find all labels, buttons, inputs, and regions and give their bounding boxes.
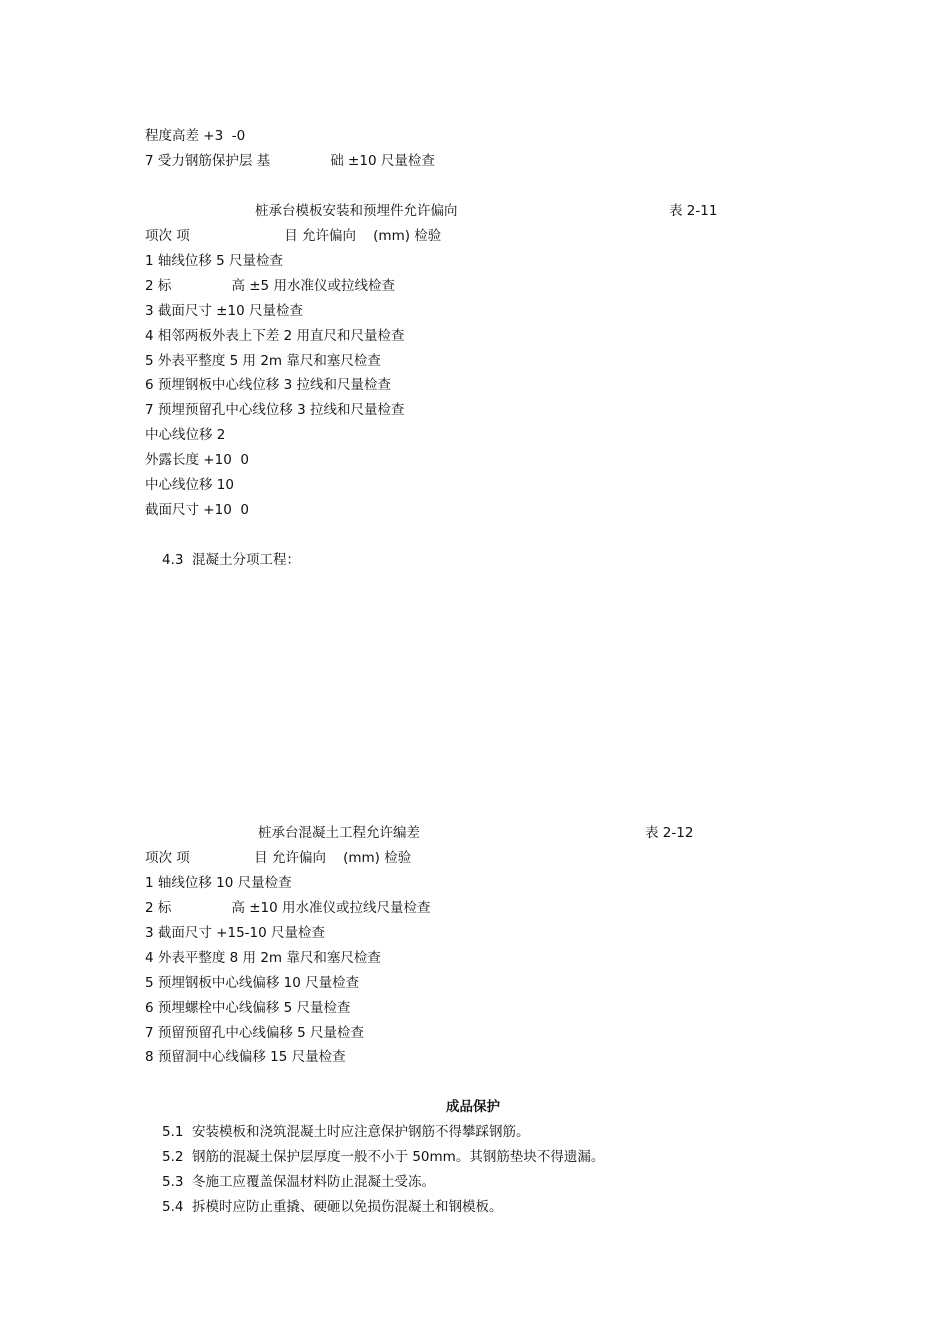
table-header: 项次 项 目 允许偏向 (mm) 检验 xyxy=(145,850,412,866)
table-row: 中心线位移 10 xyxy=(145,477,234,493)
table-row: 1 轴线位移 10 尺量检查 xyxy=(145,875,292,891)
table-row: 2 标 高 ±5 用水准仪或拉线检查 xyxy=(145,278,395,294)
table-row: 中心线位移 2 xyxy=(145,427,226,443)
table-row: 1 轴线位移 5 尺量检查 xyxy=(145,253,284,269)
table-row: 5 外表平整度 5 用 2m 靠尺和塞尺检查 xyxy=(145,353,381,369)
table-row: 3 截面尺寸 +15-10 尺量检查 xyxy=(145,925,326,941)
table-row: 6 预埋钢板中心线位移 3 拉线和尺量检查 xyxy=(145,377,392,393)
list-item: 5.3 冬施工应覆盖保温材料防止混凝土受冻。 xyxy=(162,1174,436,1190)
table-number: 表 2-11 xyxy=(669,203,718,219)
table-row: 7 预留预留孔中心线偏移 5 尺量检查 xyxy=(145,1025,365,1041)
list-item: 5.4 拆模时应防止重撬、硬砸以免损伤混凝土和钢模板。 xyxy=(162,1199,503,1215)
list-item: 5.2 钢筋的混凝土保护层厚度一般不小于 50mm。其钢筋垫块不得遗漏。 xyxy=(162,1149,605,1165)
table-row: 7 预埋预留孔中心线位移 3 拉线和尺量检查 xyxy=(145,402,405,418)
table-row: 4 相邻两板外表上下差 2 用直尺和尺量检查 xyxy=(145,328,405,344)
section-title: 成品保护 xyxy=(446,1099,500,1115)
table-row: 8 预留洞中心线偏移 15 尺量检查 xyxy=(145,1049,346,1065)
table-header: 项次 项 目 允许偏向 (mm) 检验 xyxy=(145,228,442,244)
table-row: 2 标 高 ±10 用水准仪或拉线尺量检查 xyxy=(145,900,431,916)
section-heading: 4.3 混凝土分项工程： xyxy=(162,552,301,568)
table-title: 桩承台混凝土工程允许编差 xyxy=(258,825,420,841)
table-row: 5 预埋钢板中心线偏移 10 尺量检查 xyxy=(145,975,360,991)
table-title: 桩承台模板安装和预埋件允许偏向 xyxy=(255,203,458,219)
table-row: 3 截面尺寸 ±10 尺量检查 xyxy=(145,303,303,319)
table-row: 6 预埋螺栓中心线偏移 5 尺量检查 xyxy=(145,1000,351,1016)
table-row: 外露长度 +10 0 xyxy=(145,452,249,468)
list-item: 5.1 安装模板和浇筑混凝土时应注意保护钢筋不得攀踩钢筋。 xyxy=(162,1124,530,1140)
text-line: 程度高差 +3 -0 xyxy=(145,128,246,144)
table-row: 截面尺寸 +10 0 xyxy=(145,502,249,518)
text-line: 7 受力钢筋保护层 基 础 ±10 尺量检查 xyxy=(145,153,435,169)
table-number: 表 2-12 xyxy=(645,825,694,841)
table-row: 4 外表平整度 8 用 2m 靠尺和塞尺检查 xyxy=(145,950,381,966)
